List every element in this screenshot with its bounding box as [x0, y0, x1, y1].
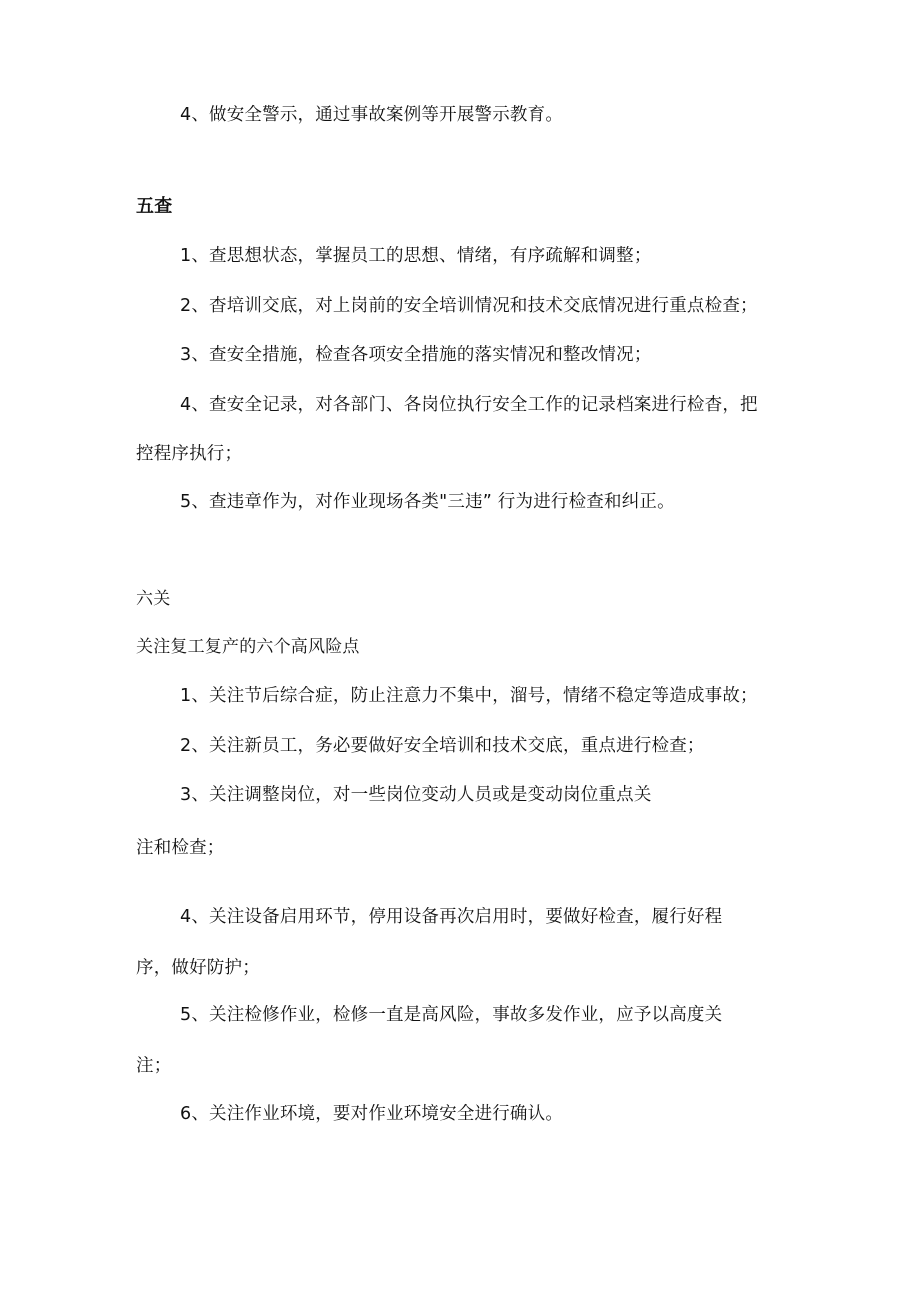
list-item: 4、查安全记录，对各部门、各岗位执行安全工作的记录档案进行检杳，把 — [180, 395, 758, 415]
list-item-continuation: 控程序执行； — [136, 444, 243, 464]
list-item: 1、关注节后综合症，防止注意力不集中，溜号，情绪不稳定等造成事故； — [180, 686, 758, 706]
section-title-wucha: 五查 — [136, 196, 173, 217]
list-item-continuation: 注和检查； — [136, 838, 225, 858]
paragraph-warning-education: 4、做安全警示，通过事故案例等开展警示教育。 — [180, 105, 564, 125]
section-title-liuguan: 六关 — [136, 589, 171, 609]
list-item: 4、关注设备启用环节，停用设备再次启用时，要做好检查，履行好程 — [180, 907, 723, 927]
list-item: 3、查安全措施，检查各项安全措施的落实情况和整改情况； — [180, 345, 652, 365]
list-item: 6、关注作业环境，要对作业环境安全进行确认。 — [180, 1104, 564, 1124]
list-item: 2、关注新员工，务必要做好安全培训和技术交底，重点进行检查； — [180, 736, 705, 756]
list-item-continuation: 注； — [136, 1056, 172, 1076]
section-subtitle: 关注复工复产的六个高风险点 — [136, 637, 360, 657]
list-item: 5、查违章作为，对作业现场各类"三违” 行为进行检查和纠正。 — [180, 492, 675, 512]
list-item: 5、关注检修作业，检修一直是高风险，事故多发作业，应予以高度关 — [180, 1005, 723, 1025]
list-item: 2、杳培训交底，对上岗前的安全培训情况和技术交底情况进行重点检查； — [180, 296, 758, 316]
list-item: 1、查思想状态，掌握员工的思想、情绪，有序疏解和调整； — [180, 246, 652, 266]
list-item: 3、关注调整岗位，对一些岗位变动人员或是变动岗位重点关 — [180, 785, 652, 805]
list-item-continuation: 序，做好防护； — [136, 958, 260, 978]
